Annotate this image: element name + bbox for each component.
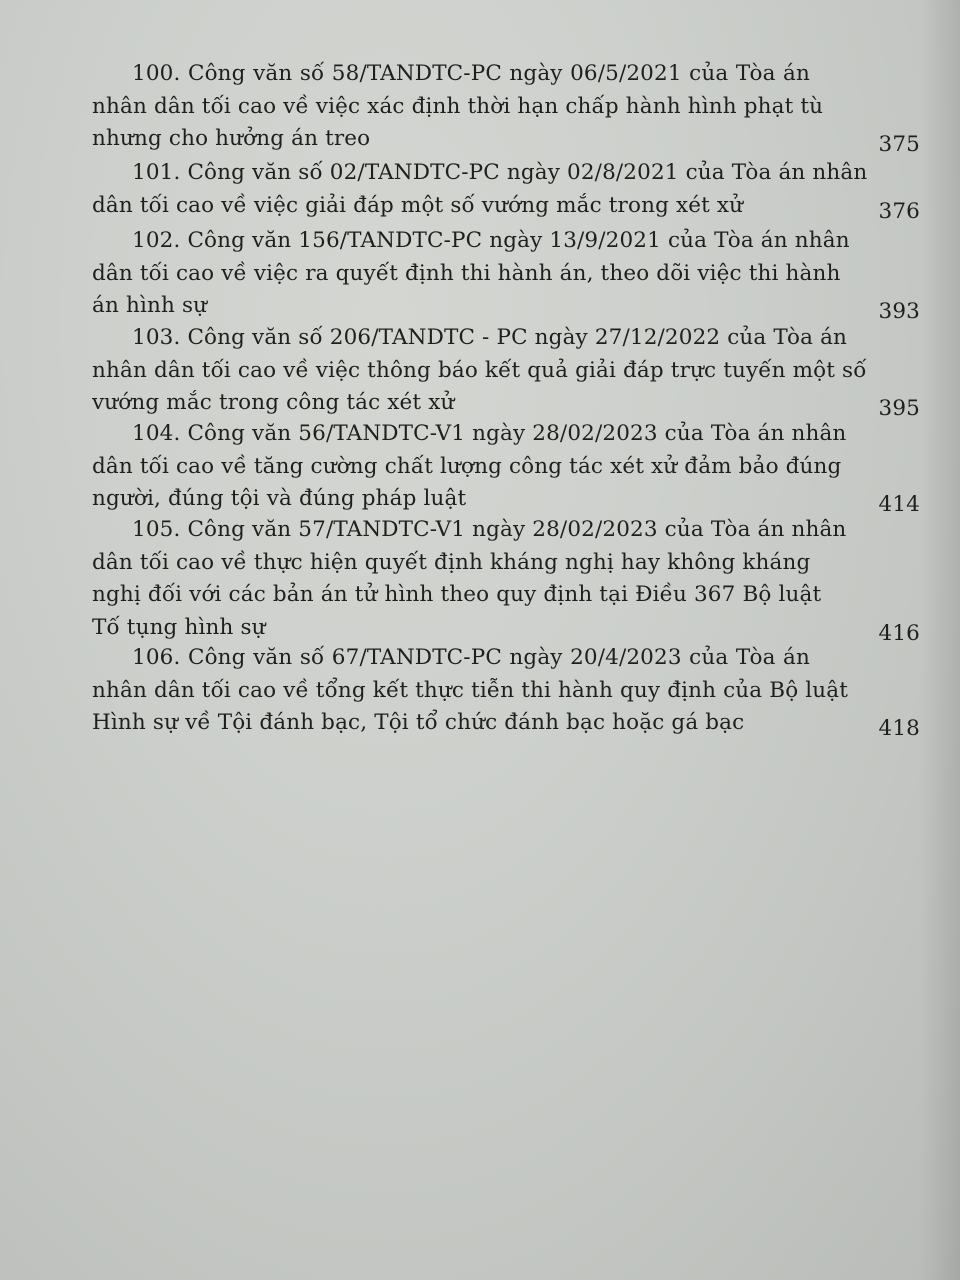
entry-line: nhưng cho hưởng án treo 375 [92, 123, 928, 156]
entry-line: 105. Công văn 57/TANDTC-V1 ngày 28/02/2023 của Tòa án nhân [132, 517, 847, 542]
toc-entry-100 [92, 58, 928, 156]
entry-line: Hình sự về Tội đánh bạc, Tội tổ chức đánh bạc hoặc gá bạc 418 [92, 707, 928, 740]
entry-line: dân tối cao về việc ra quyết định thi hành án, theo dõi việc thi hành [92, 260, 841, 286]
entry-line: 104. Công văn 56/TANDTC-V1 ngày 28/02/2023 của Tòa án nhân [132, 421, 847, 446]
page-number: 375 [878, 132, 920, 157]
entry-line: 100. Công văn số 58/TANDTC-PC ngày 06/5/2021 của Tòa án [132, 61, 810, 86]
entry-line: dân tối cao về việc giải đáp một số vướng mắc trong xét xử 376 [92, 190, 928, 223]
toc-entry-103 [92, 322, 928, 420]
entry-line: 101. Công văn số 02/TANDTC-PC ngày 02/8/2021 của Tòa án nhân [132, 160, 868, 185]
entry-line: Tố tụng hình sự 416 [92, 612, 928, 645]
entry-line: 106. Công văn số 67/TANDTC-PC ngày 20/4/2023 của Tòa án [132, 645, 810, 670]
entry-line: 103. Công văn số 206/TANDTC - PC ngày 27/12/2022 của Tòa án [132, 325, 848, 350]
toc-entry-104 [92, 418, 928, 516]
entry-line: vướng mắc trong công tác xét xử 395 [92, 387, 928, 420]
toc-entry-105 [92, 514, 928, 644]
toc-entry-102 [92, 225, 928, 323]
entry-line: án hình sự 393 [92, 290, 928, 323]
page-number: 393 [878, 299, 920, 324]
entry-line: nghị đối với các bản án tử hình theo quy định tại Điều 367 Bộ luật [92, 582, 822, 607]
entry-line: dân tối cao về thực hiện quyết định kháng nghị hay không kháng [92, 549, 811, 575]
entry-line: dân tối cao về tăng cường chất lượng công tác xét xử đảm bảo đúng [92, 453, 842, 479]
page-number: 414 [878, 492, 920, 517]
toc-entry-101 [92, 157, 928, 222]
entry-line: nhân dân tối cao về việc xác định thời hạn chấp hành hình phạt tù [92, 93, 824, 119]
toc-entry-106 [92, 642, 928, 740]
page-number: 376 [878, 198, 920, 224]
entry-line: 102. Công văn 156/TANDTC-PC ngày 13/9/2021 của Tòa án nhân [132, 228, 850, 253]
entry-line: người, đúng tội và đúng pháp luật 414 [92, 483, 928, 516]
page-number: 416 [878, 620, 920, 646]
entry-line: nhân dân tối cao về tổng kết thực tiễn thi hành quy định của Bộ luật [92, 677, 849, 703]
page-number: 418 [878, 716, 920, 741]
page-number: 395 [878, 396, 920, 421]
entry-line: nhân dân tối cao về việc thông báo kết quả giải đáp trực tuyến một số [92, 357, 867, 383]
